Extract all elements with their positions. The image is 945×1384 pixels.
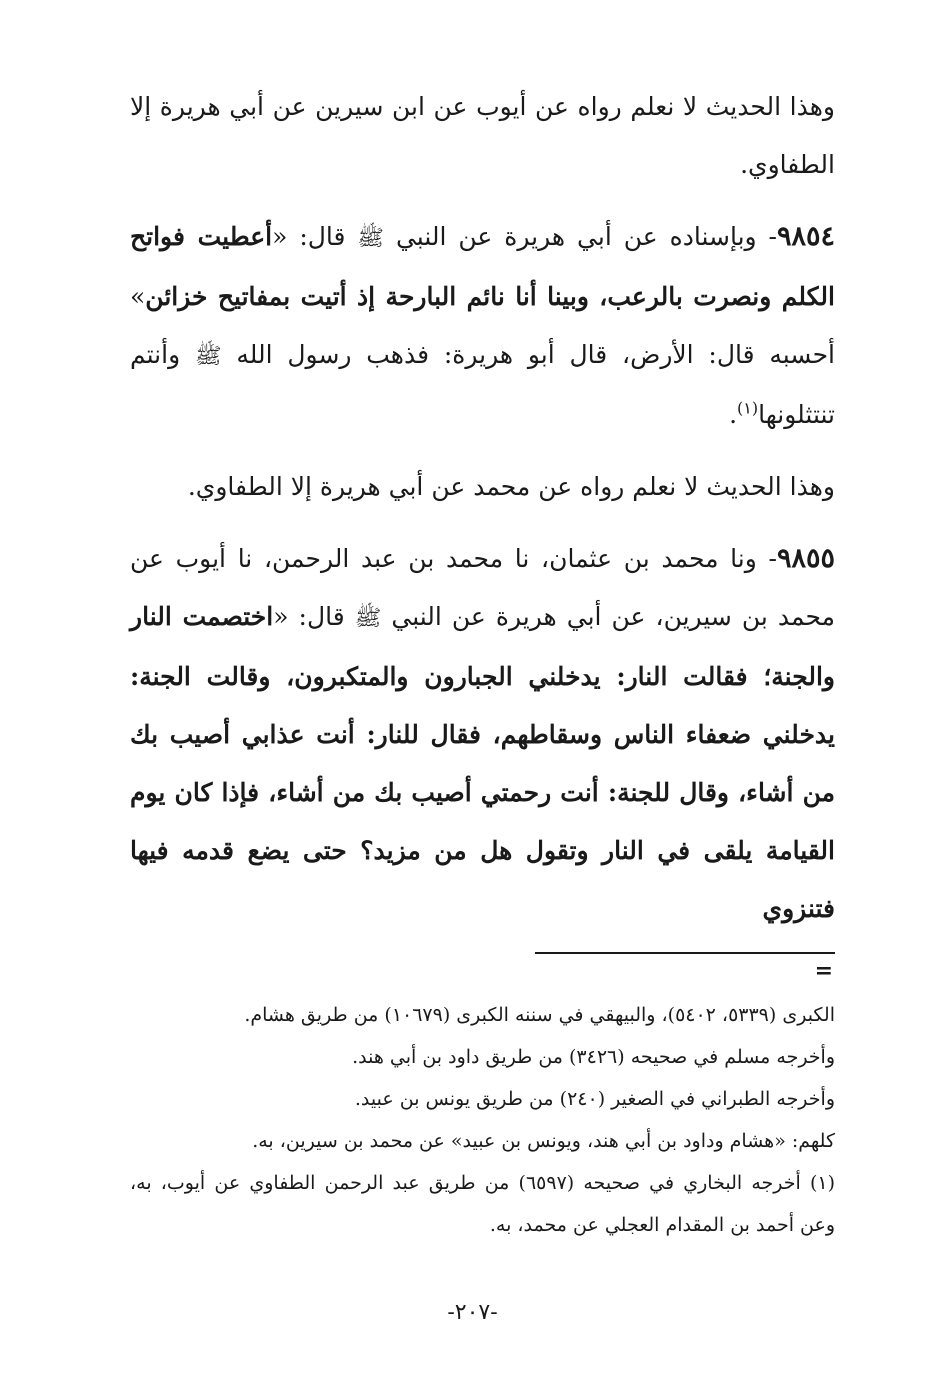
paragraph-closing-remark-1: وهذا الحديث لا نعلم رواه عن أيوب عن ابن سيرين عن أبي هريرة إلا الطفاوي. bbox=[130, 92, 835, 179]
qala-text: قال: « bbox=[273, 602, 355, 631]
hadith-rest-end: وأنتم تنتثلونها bbox=[130, 340, 835, 429]
sentence-end: . bbox=[729, 400, 738, 429]
footnote-line: كلهم: «هشام وداود بن أبي هند، ويونس بن عبيد» عن محمد بن سيرين، به. bbox=[252, 1130, 835, 1152]
hadith-9855 bbox=[130, 530, 835, 938]
hadith-matn: اختصمت النار والجنة؛ فقالت النار: يدخلني الجبارون والمتكبرون، وقالت الجنة: يدخلني ضعفاء الناس وسقاطهم، فقال للنار: أنت عذابي أصيب بك من أشاء، وقال للجنة: أنت رحمتي أصيب بك من أشاء، فإذا كان يوم القيامة يلقى في النار وتقول هل من مزيد؟ حتى يضع قدمه فيها فتنزوي bbox=[130, 602, 835, 923]
page-number: -٢٠٧- bbox=[447, 1300, 498, 1325]
hadith-9854 bbox=[130, 208, 835, 444]
footnotes bbox=[130, 994, 835, 1246]
footnote-1 bbox=[130, 1162, 835, 1246]
hadith-isnad: - ونا محمد بن عثمان، نا محمد بن عبد الرحمن، نا أيوب عن محمد بن سيرين، عن أبي هريرة عن النبي bbox=[130, 544, 835, 631]
hadith-number: ٩٨٥٤ bbox=[777, 221, 836, 252]
footnote-1-mark: (١) bbox=[809, 1172, 836, 1194]
page-body bbox=[130, 78, 835, 1318]
footnote-reference[interactable]: (١) bbox=[737, 398, 759, 418]
paragraph-closing-remark-2: وهذا الحديث لا نعلم رواه عن محمد عن أبي هريرة إلا الطفاوي. bbox=[187, 472, 835, 501]
footnote-line: الكبرى (٥٣٣٩، ٥٤٠٢)، والبيهقي في سننه الكبرى (١٠٦٧٩) من طريق هشام. bbox=[244, 1004, 835, 1026]
footnote-line: وأخرجه مسلم في صحيحه (٣٤٢٦) من طريق داود بن أبي هند. bbox=[352, 1046, 835, 1068]
salutation-glyph: ﷺ bbox=[357, 226, 384, 251]
footnote-rule bbox=[535, 952, 835, 954]
quote-close: » bbox=[130, 282, 146, 311]
footnote-line: وأخرجه الطبراني في الصغير (٢٤٠) من طريق يونس بن عبيد. bbox=[354, 1088, 835, 1110]
hadith-number: ٩٨٥٥ bbox=[776, 543, 835, 574]
salutation-glyph: ﷺ bbox=[354, 606, 382, 631]
hadith-isnad: - وبإسناده عن أبي هريرة عن النبي bbox=[395, 222, 777, 251]
footnote-separator bbox=[130, 946, 835, 982]
footnote-1-text: أخرجه البخاري في صحيحه (٦٥٩٧) من طريق عبد الرحمن الطفاوي عن أيوب، به، وعن أحمد بن المقدام العجلي عن محمد، به. bbox=[130, 1172, 835, 1236]
qala-text: قال: « bbox=[272, 222, 358, 251]
salutation-glyph: ﷺ bbox=[194, 344, 222, 369]
hadith-rest: أحسبه قال: الأرض، قال أبو هريرة: فذهب رسول الله bbox=[236, 340, 835, 369]
hadith-matn: أعطيت فواتح الكلم ونصرت بالرعب، وبينا أنا نائم البارحة إذ أتيت بمفاتيح خزائن bbox=[130, 222, 835, 311]
footnote-continuation-mark: = bbox=[814, 958, 833, 984]
